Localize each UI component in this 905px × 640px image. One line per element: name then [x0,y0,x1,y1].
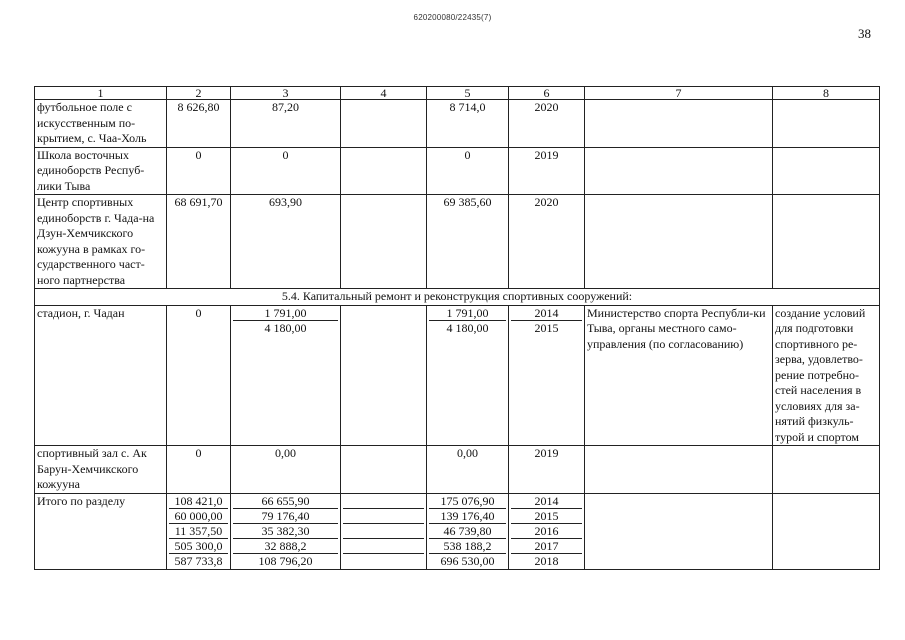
value-2015: 4 180,00 [446,320,489,335]
value-empty [343,306,424,320]
cell-col3 [231,493,341,569]
cell-col2 [167,493,231,569]
subrows-col2 [169,494,228,569]
subrows-col3 [233,494,338,569]
table-row [35,100,880,148]
cell-col3: 87,20 [231,100,341,148]
value-2016: 11 357,50 [169,523,228,538]
cell-col8 [773,446,880,494]
value-2014: 1 791,00 [233,306,338,321]
subrows-col5 [429,306,506,335]
cell-col4 [341,305,427,446]
value-empty [343,494,424,509]
table-row-total [35,493,880,569]
cell-col4 [341,195,427,289]
col-header-7: 7 [585,87,773,100]
cell-col5 [427,493,509,569]
row-name: Центр спортивных единоборств г. Чада-на Дзун-Хемчикского кожууна в рамках го-сударственного част-ного партнерства [35,195,167,289]
value-2014: 108 421,0 [169,494,228,509]
value-2014: 175 076,90 [429,494,506,509]
col-header-8: 8 [773,87,880,100]
value-2015: 4 180,00 [264,320,307,335]
cell-col2: 0 [167,446,231,494]
cell-col2: 0 [167,305,231,446]
value-2017: 505 300,0 [169,539,228,554]
cell-col3 [231,305,341,446]
cell-col6 [509,305,585,446]
section-title: 5.4. Капитальный ремонт и реконструкция спортивных сооружений: [35,289,880,306]
cell-col2: 8 626,80 [167,100,231,148]
cell-col7 [585,446,773,494]
value-2018: 696 530,00 [440,554,495,569]
col-header-3: 3 [231,87,341,100]
cell-col7 [585,195,773,289]
cell-col4 [341,147,427,195]
cell-col6: 2020 [509,195,585,289]
year-2014: 2014 [511,494,582,509]
cell-col5: 0,00 [427,446,509,494]
header-row [35,87,880,100]
year-2014: 2014 [511,306,582,321]
cell-col7: Министерство спорта Республи-ки Тыва, органы местного само-управления (по согласованию) [585,305,773,446]
subrows-col4 [343,306,424,320]
value-2014: 66 655,90 [233,494,338,509]
cell-col7 [585,100,773,148]
cell-col3: 0 [231,147,341,195]
value-2017: 538 188,2 [429,539,506,554]
cell-col8 [773,195,880,289]
cell-col5: 69 385,60 [427,195,509,289]
cell-col5: 8 714,0 [427,100,509,148]
subrows-col4 [343,494,424,569]
col-header-2: 2 [167,87,231,100]
value-2018: 108 796,20 [258,554,313,569]
value-2015: 139 176,40 [429,508,506,523]
table-row [35,147,880,195]
year-2015: 2015 [534,320,559,335]
subrows-col6 [511,494,582,569]
cell-col6 [509,493,585,569]
value-2016: 46 739,80 [429,523,506,538]
program-table [34,86,880,570]
row-name: спортивный зал с. Ак Барун-Хемчикского кожууна [35,446,167,494]
row-name: Школа восточных единоборств Респуб-лики Тыва [35,147,167,195]
year-2017: 2017 [511,539,582,554]
table-row [35,195,880,289]
cell-col2: 68 691,70 [167,195,231,289]
value-empty [343,539,424,554]
value-2015: 60 000,00 [169,508,228,523]
section-row [35,289,880,306]
table-row-stadium [35,305,880,446]
subrows-col6 [511,306,582,335]
value-2018: 587 733,8 [174,554,223,569]
cell-col3: 0,00 [231,446,341,494]
value-2015: 79 176,40 [233,508,338,523]
cell-col8: создание условий для подготовки спортивного ре-зерва, удовлетво-рение потребно-стей населения в условиях для за-нятий физкуль-турой и спортом [773,305,880,446]
cell-col6: 2020 [509,100,585,148]
year-2018: 2018 [534,554,559,569]
cell-col4 [341,446,427,494]
cell-col6: 2019 [509,446,585,494]
value-empty [343,523,424,538]
table-row [35,446,880,494]
row-name: футбольное поле с искусственным по-крытием, с. Чаа-Холь [35,100,167,148]
year-2016: 2016 [511,523,582,538]
subrows-col5 [429,494,506,569]
subrows-col3 [233,306,338,335]
cell-col5 [427,305,509,446]
cell-col8 [773,100,880,148]
cell-col6: 2019 [509,147,585,195]
cell-col4 [341,100,427,148]
document-id: 620200080/22435(7) [413,13,492,22]
value-2014: 1 791,00 [429,306,506,321]
cell-col7 [585,147,773,195]
cell-col3: 693,90 [231,195,341,289]
value-2016: 35 382,30 [233,523,338,538]
value-2017: 32 888,2 [233,539,338,554]
cell-col7 [585,493,773,569]
cell-col8 [773,493,880,569]
cell-col8 [773,147,880,195]
col-header-1: 1 [35,87,167,100]
cell-col5: 0 [427,147,509,195]
page-number: 38 [858,26,871,41]
cell-col2: 0 [167,147,231,195]
col-header-6: 6 [509,87,585,100]
cell-col4 [341,493,427,569]
value-empty [343,508,424,523]
col-header-5: 5 [427,87,509,100]
row-name: стадион, г. Чадан [35,305,167,446]
year-2015: 2015 [511,508,582,523]
col-header-4: 4 [341,87,427,100]
value-empty [343,554,424,569]
row-name: Итого по разделу [35,493,167,569]
